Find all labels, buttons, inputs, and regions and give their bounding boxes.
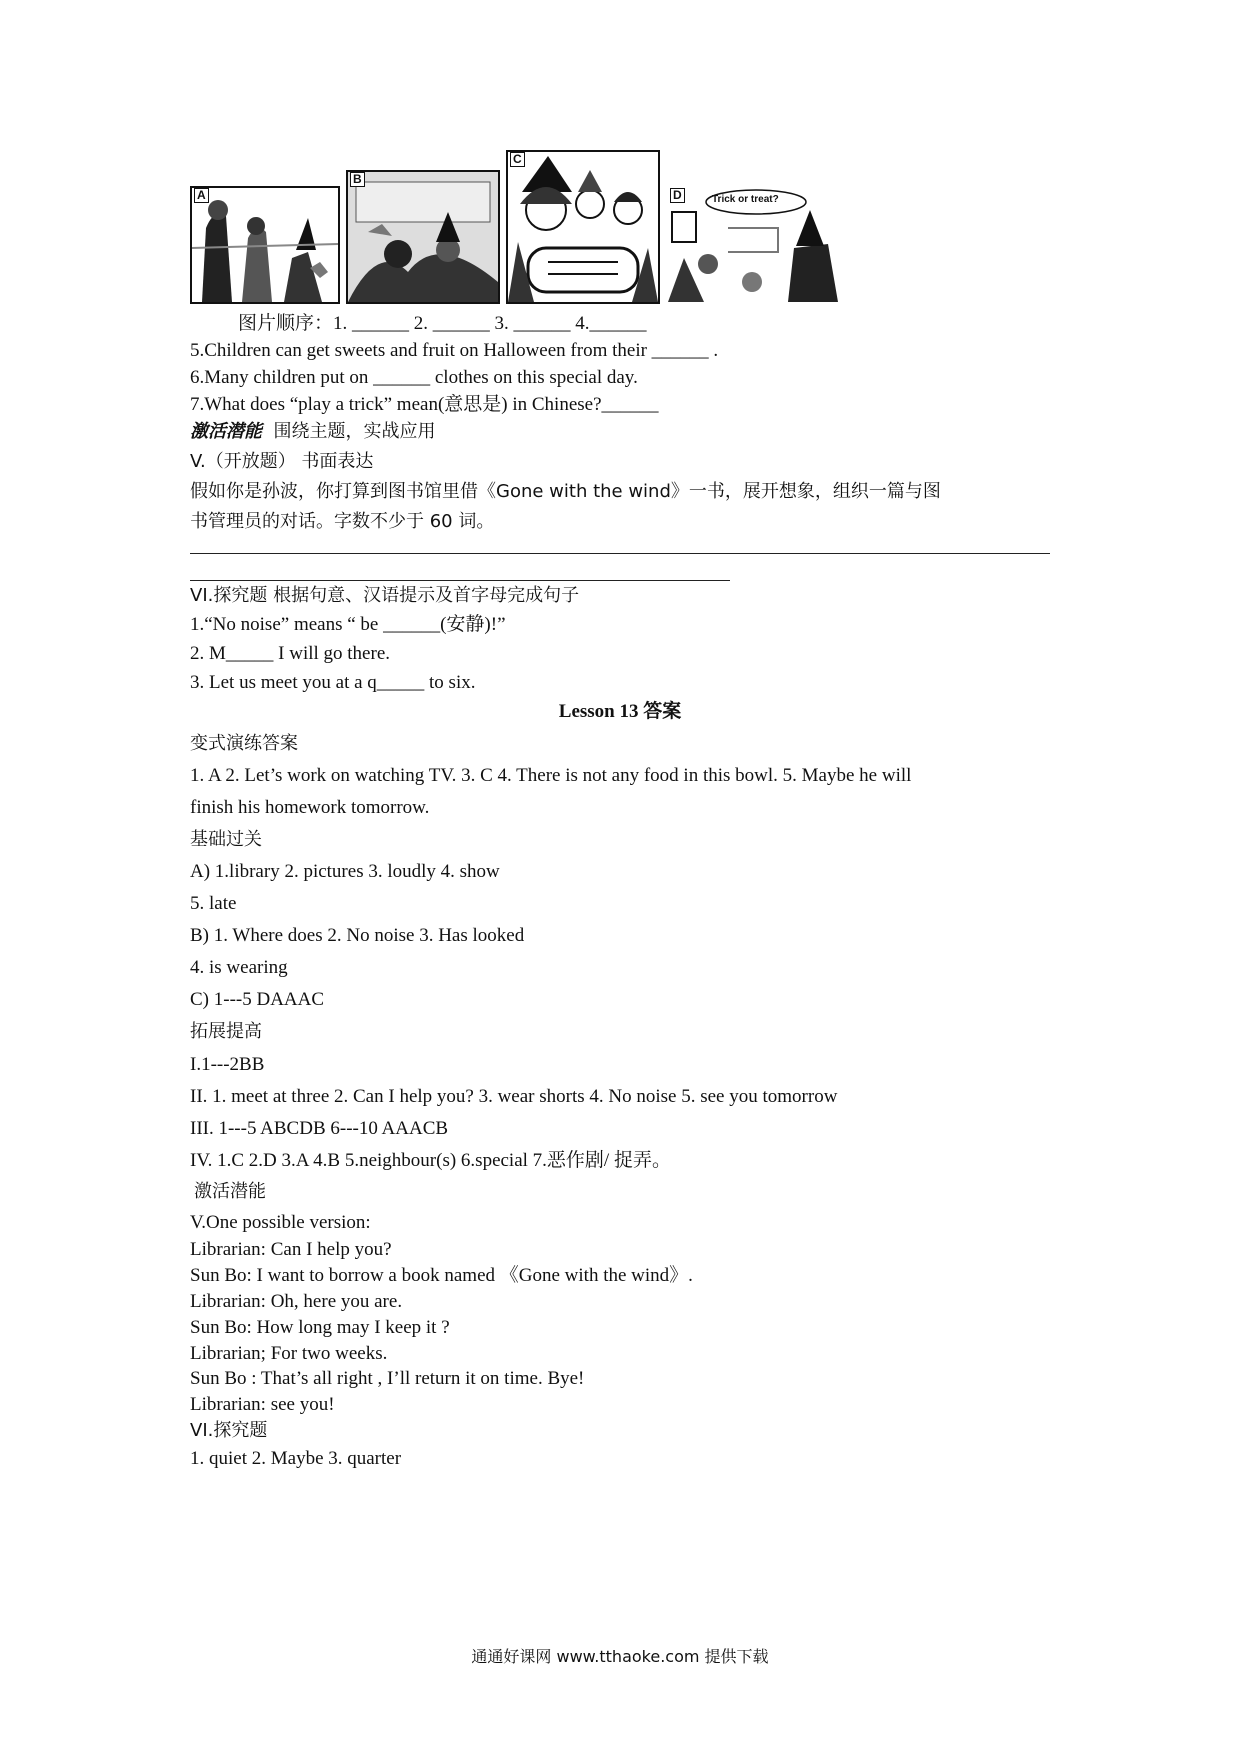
- picture-label: B: [350, 172, 365, 187]
- section-v-prompt-line1: 假如你是孙波，你打算到图书馆里借《Gone with the wind》一书，展开想象，组织一篇与图: [190, 481, 941, 502]
- v-answer-line-6: Librarian; For two weeks.: [190, 1343, 388, 1364]
- section-v-prompt-line2: 书管理员的对话。字数不少于 60 词。: [190, 511, 495, 532]
- basic-line-5: C) 1---5 DAAAC: [190, 989, 325, 1010]
- basic-line-4: 4. is wearing: [190, 957, 288, 978]
- picture-strip: [190, 150, 930, 306]
- v-answer-line-3: Sun Bo: I want to borrow a book named 《Gone with the wind》.: [190, 1265, 693, 1286]
- page-footer: 通通好课网 www.tthaoke.com 提供下载: [471, 1647, 769, 1666]
- picture-d: [666, 186, 840, 304]
- variant-line-1: 1. A 2. Let’s work on watching TV. 3. C 4. There is not any food in this bowl. 5. Maybe he will: [190, 765, 912, 786]
- v-answer-line-5: Sun Bo: How long may I keep it ?: [190, 1317, 450, 1338]
- picture-b-illustration: [348, 172, 498, 302]
- picture-label: C: [510, 152, 525, 167]
- section-activate-title: 激活潜能: [190, 421, 262, 442]
- basic-line-2: 5. late: [190, 893, 237, 914]
- picture-c: [506, 150, 660, 304]
- v-answer-line-7: Sun Bo : That’s all right , I’ll return it on time. Bye!: [190, 1368, 585, 1389]
- v-answer-line-4: Librarian: Oh, here you are.: [190, 1291, 403, 1312]
- picture-label: A: [194, 188, 209, 203]
- section-activate-subtitle: 围绕主题，实战应用: [273, 421, 436, 442]
- writing-line: [190, 580, 730, 581]
- v-answer-line-8: Librarian: see you!: [190, 1394, 335, 1415]
- picture-label: D: [670, 188, 685, 203]
- extend-title: 拓展提高: [190, 1021, 262, 1042]
- question-6: 6.Many children put on ______ clothes on this special day.: [190, 367, 638, 388]
- section-vi-item-1: 1.“No noise” means “ be ______(安静)!”: [190, 614, 506, 635]
- picture-a-illustration: [192, 188, 338, 302]
- section-vi-item-3: 3. Let us meet you at a q_____ to six.: [190, 672, 476, 693]
- section-activate-heading: [190, 420, 435, 444]
- basic-line-3: B) 1. Where does 2. No noise 3. Has looked: [190, 925, 525, 946]
- section-vi-item-2: 2. M_____ I will go there.: [190, 643, 391, 664]
- extend-line-2: II. 1. meet at three 2. Can I help you? 3. wear shorts 4. No noise 5. see you tomorrow: [190, 1086, 838, 1107]
- picture-c-illustration: [508, 152, 658, 302]
- picture-b: [346, 170, 500, 304]
- picture-order-line: 图片顺序：1. ______ 2. ______ 3. ______ 4.______: [238, 313, 647, 334]
- variant-title: 变式演练答案: [190, 733, 298, 754]
- question-5: 5.Children can get sweets and fruit on Halloween from their ______ .: [190, 340, 719, 361]
- answers-heading: Lesson 13 答案: [558, 701, 682, 722]
- vi-answer-title: VI.探究题: [190, 1420, 268, 1441]
- writing-line: [190, 553, 1050, 554]
- extend-line-4: IV. 1.C 2.D 3.A 4.B 5.neighbour(s) 6.special 7.恶作剧/ 捉弄。: [190, 1150, 671, 1171]
- speech-bubble-text: Trick or treat?: [712, 194, 779, 205]
- extend-line-3: III. 1---5 ABCDB 6---10 AAACB: [190, 1118, 449, 1139]
- picture-a: [190, 186, 340, 304]
- v-answer-line-1: V.One possible version:: [190, 1212, 371, 1233]
- extend-line-1: I.1---2BB: [190, 1054, 265, 1075]
- section-v-title: V.（开放题） 书面表达: [190, 451, 374, 472]
- picture-d-illustration: [668, 188, 838, 302]
- vi-answer-line: 1. quiet 2. Maybe 3. quarter: [190, 1448, 402, 1469]
- activate-answers-title: 激活潜能: [194, 1181, 266, 1202]
- variant-line-2: finish his homework tomorrow.: [190, 797, 430, 818]
- v-answer-line-2: Librarian: Can I help you?: [190, 1239, 392, 1260]
- question-7: 7.What does “play a trick” mean(意思是) in Chinese?______: [190, 394, 659, 415]
- basic-line-1: A) 1.library 2. pictures 3. loudly 4. show: [190, 861, 500, 882]
- basic-title: 基础过关: [190, 829, 262, 850]
- section-vi-title: VI.探究题 根据句意、汉语提示及首字母完成句子: [190, 585, 580, 606]
